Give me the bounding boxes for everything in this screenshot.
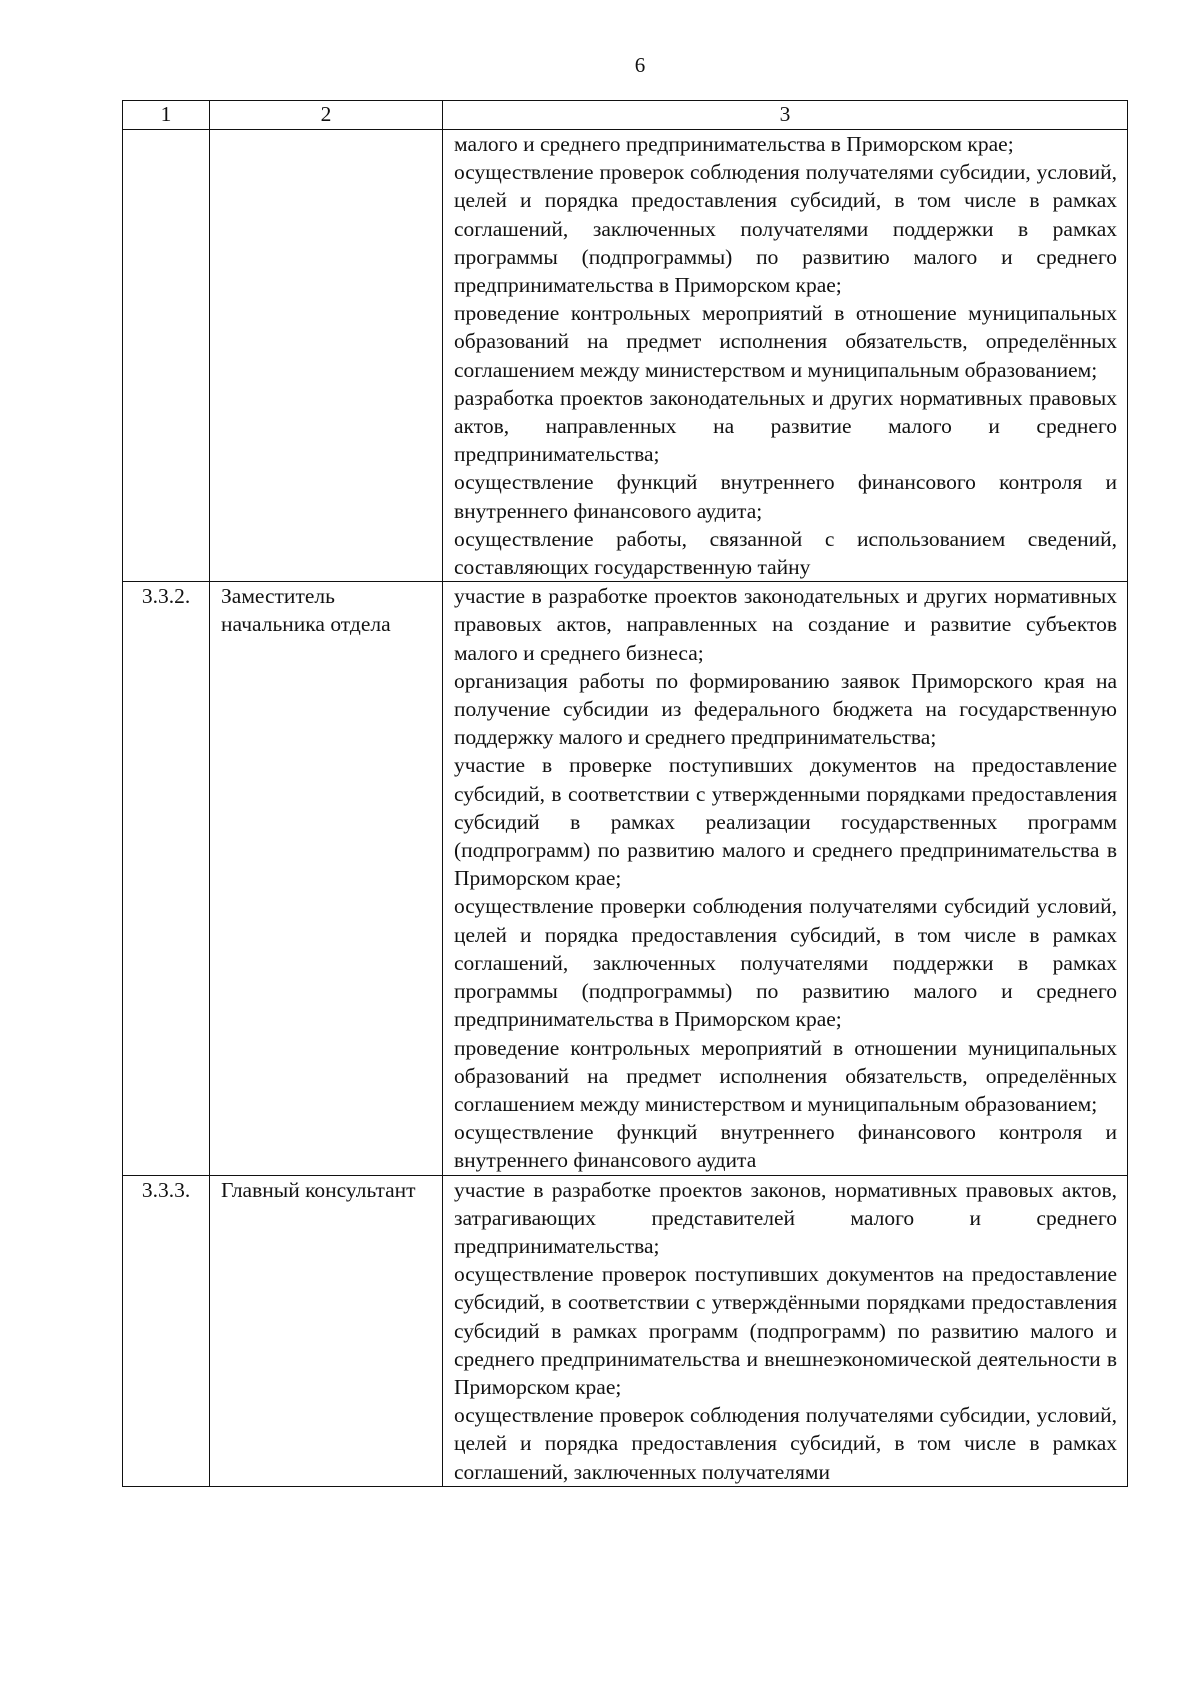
duty-item: осуществление функций внутреннего финансового контроля и внутреннего финансового аудита xyxy=(454,1120,1117,1173)
table-row xyxy=(123,1175,1128,1486)
duty-item: осуществление проверки соблюдения получателями субсидий условий, целей и порядка предоставления субсидий, в том числе в рамках соглашений, заключенных получателями поддержки в рамках программы (подпрограммы) по развитию малого и среднего предпринимательства в Приморском крае; xyxy=(454,894,1117,1032)
duty-item: разработка проектов законодательных и других нормативных правовых актов, направленных на развитие малого и среднего предпринимательства; xyxy=(454,385,1117,467)
row-number: 3.3.2. xyxy=(123,582,210,1175)
duty-item: проведение контрольных мероприятий в отношении муниципальных образований на предмет исполнения обязательств, определённых соглашением между министерством и муниципальным образованием; xyxy=(454,1035,1117,1116)
duty-item: участие в проверке поступивших документов на предоставление субсидий, в соответствии с утвержденными порядками предоставления субсидий в рамках реализации государственных программ (подпрограмм) по развитию малого и среднего предпринимательства в Приморском крае; xyxy=(454,753,1117,891)
table-row xyxy=(123,582,1128,1175)
table-row xyxy=(123,130,1128,582)
duty-item: осуществление проверок поступивших документов на предоставление субсидий, в соответствии с утверждёнными порядками предоставления субсидий в рамках программ (подпрограмм) по развитию малого и среднего предпринимательства и внешнеэкономической деятельности в Приморском крае; xyxy=(454,1262,1117,1399)
page-number: 6 xyxy=(634,53,646,77)
row-duties xyxy=(443,1175,1128,1486)
row-duties xyxy=(443,130,1128,582)
column-header-number: 1 xyxy=(123,101,210,130)
column-header-position: 2 xyxy=(210,101,443,130)
row-position: Главный консультант xyxy=(210,1175,443,1486)
duties-table xyxy=(122,100,1128,1487)
duty-item: осуществление функций внутреннего финансового контроля и внутреннего финансового аудита; xyxy=(454,470,1117,523)
row-number: 3.3.3. xyxy=(123,1175,210,1486)
row-number xyxy=(123,130,210,582)
duty-item: осуществление работы, связанной с использованием сведений, составляющих государственную тайну xyxy=(454,526,1117,580)
duty-item: осуществление проверок соблюдения получателями субсидии, условий, целей и порядка предоставления субсидий, в том числе в рамках соглашений, заключенных получателями xyxy=(454,1403,1117,1484)
duty-item: малого и среднего предпринимательства в Приморском крае; xyxy=(454,132,1014,156)
table-header-row xyxy=(123,101,1128,130)
row-position xyxy=(210,130,443,582)
duty-item: организация работы по формированию заявок Приморского края на получение субсидии из федерального бюджета на государственную поддержку малого и среднего предпринимательства; xyxy=(454,668,1117,750)
row-duties xyxy=(443,582,1128,1175)
duty-item: участие в разработке проектов законов, нормативных правовых актов, затрагивающих представителей малого и среднего предпринимательства; xyxy=(454,1177,1117,1258)
column-header-duties: 3 xyxy=(443,101,1128,130)
duty-item: осуществление проверок соблюдения получателями субсидии, условий, целей и порядка предоставления субсидий, в том числе в рамках соглашений, заключенных получателями поддержки в рамках программы (подпрограммы) по развитию малого и среднего предпринимательства в Приморском крае; xyxy=(454,160,1117,298)
row-position: Заместитель начальника отдела xyxy=(210,582,443,1175)
duty-item: проведение контрольных мероприятий в отношение муниципальных образований на предмет исполнения обязательств, определённых соглашением между министерством и муниципальным образованием; xyxy=(454,301,1117,382)
duty-item: участие в разработке проектов законодательных и других нормативных правовых актов, направленных на создание и развитие субъектов малого и среднего бизнеса; xyxy=(454,584,1117,665)
